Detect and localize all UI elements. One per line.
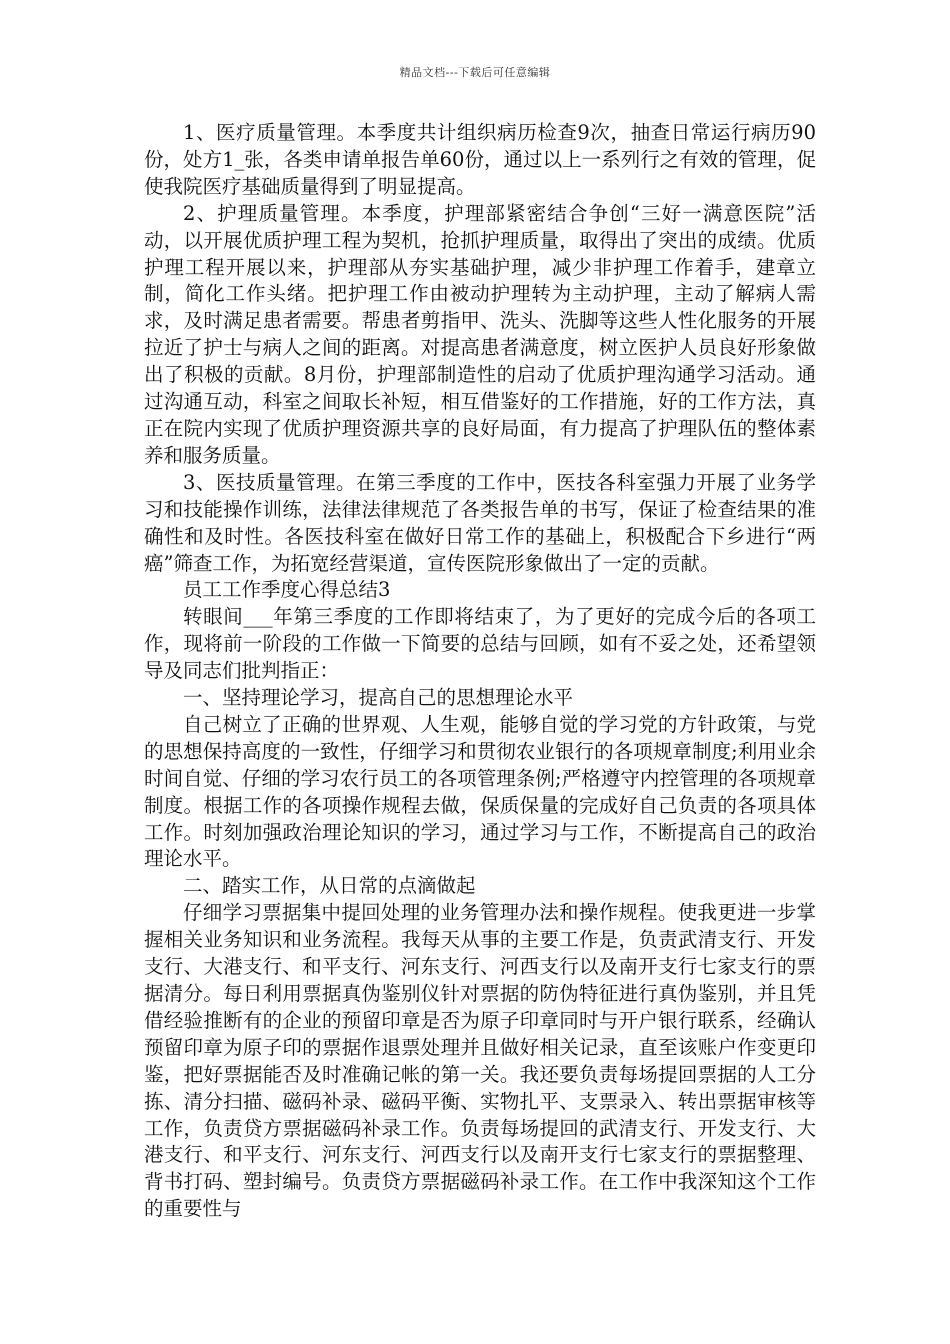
page-header: 精品文档---下载后可任意编辑 bbox=[399, 66, 551, 79]
paragraph-medical-quality: 1、医疗质量管理。本季度共计组织病历检查9次，抽查日常运行病历90份，处方1_张，各类申请单报告单60份，通过以上一系列行之有效的管理，促使我院医疗基础质量得到了明显提高。 bbox=[144, 121, 816, 198]
paragraph-practical-work: 仔细学习票据集中提回处理的业务管理办法和操作规程。使我更进一步掌握相关业务知识和业务流程。我每天从事的主要工作是，负责武清支行、开发支行、大港支行、和平支行、河东支行、河西支行以及南开支行七家支行的票据清分。每日利用票据真伪鉴别仪针对票据的防伪特征进行真伪鉴别，并且凭借经验推断有的企业的预留印章是否为原子印章同时与开户银行联系，经确认预留印章为原子印的票据作退票处理并且做好相关记录，直至该账户作变更印鉴，把好票据能否及时准确记帐的第一关。我还要负责每场提回票据的人工分拣、清分扫描、磁码补录、磁码平衡、实物扎平、支票录入、转出票据审核等工作，负责贷方票据磁码补录工作。负责每场提回的武清支行、开发支行、大港支行、和平支行、河东支行、河西支行以及南开支行七家支行的票据整理、背书打码、塑封编号。负责贷方票据磁码补录工作。在工作中我深知这个工作的重要性与 bbox=[144, 901, 816, 1221]
paragraph-theory-study: 自己树立了正确的世界观、人生观，能够自觉的学习党的方针政策，与党的思想保持高度的一致性，仔细学习和贯彻农业银行的各项规章制度;利用业余时间自觉、仔细的学习农行员工的各项管理条例;严格遵守内控管理的各项规章制度。根据工作的各项操作规程去做，保质保量的完成好自己负责的各项具体工作。时刻加强政治理论知识的学习，通过学习与工作，不断提高自己的政治理论水平。 bbox=[144, 712, 816, 871]
heading-practical-work: 二、踏实工作，从日常的点滴做起 bbox=[183, 874, 476, 898]
paragraph-nursing-quality: 2、护理质量管理。本季度，护理部紧密结合争创“三好一满意医院”活动，以开展优质护理工程为契机，抢抓护理质量，取得出了突出的成绩。优质护理工程开展以来，护理部从夯实基础护理，减少非护理工作着手，建章立制，简化工作头绪。把护理工作由被动护理转为主动护理，主动了解病人需求，及时满足患者需要。帮患者剪指甲、洗头、洗脚等这些人性化服务的开展拉近了护士与病人之间的距离。对提高患者满意度，树立医护人员良好形象做出了积极的贡献。8月份，护理部制造性的启动了优质护理沟通学习活动。通过沟通互动，科室之间取长补短，相互借鉴好的工作措施，好的工作方法，真正在院内实现了优质护理资源共享的良好局面，有力提高了护理队伍的整体素养和服务质量。 bbox=[144, 201, 816, 467]
document-body bbox=[144, 120, 816, 1223]
section-title: 员工工作季度心得总结3 bbox=[183, 578, 391, 602]
paragraph-intro: 转眼间___年第三季度的工作即将结束了，为了更好的完成今后的各项工作，现将前一阶段的工作做一下简要的总结与回顾，如有不妥之处，还希望领导及同志们批判指正： bbox=[144, 605, 816, 683]
heading-theory-study: 一、坚持理论学习，提高自己的思想理论水平 bbox=[183, 686, 574, 710]
paragraph-medical-tech-quality: 3、医技质量管理。在第三季度的工作中，医技各科室强力开展了业务学习和技能操作训练，法律法律规范了各类报告单的书写，保证了检查结果的准确性和及时性。各医技科室在做好日常工作的基础上，积极配合下乡进行“两癌”筛查工作，为拓宽经营渠道，宣传医院形象做出了一定的贡献。 bbox=[144, 470, 816, 575]
